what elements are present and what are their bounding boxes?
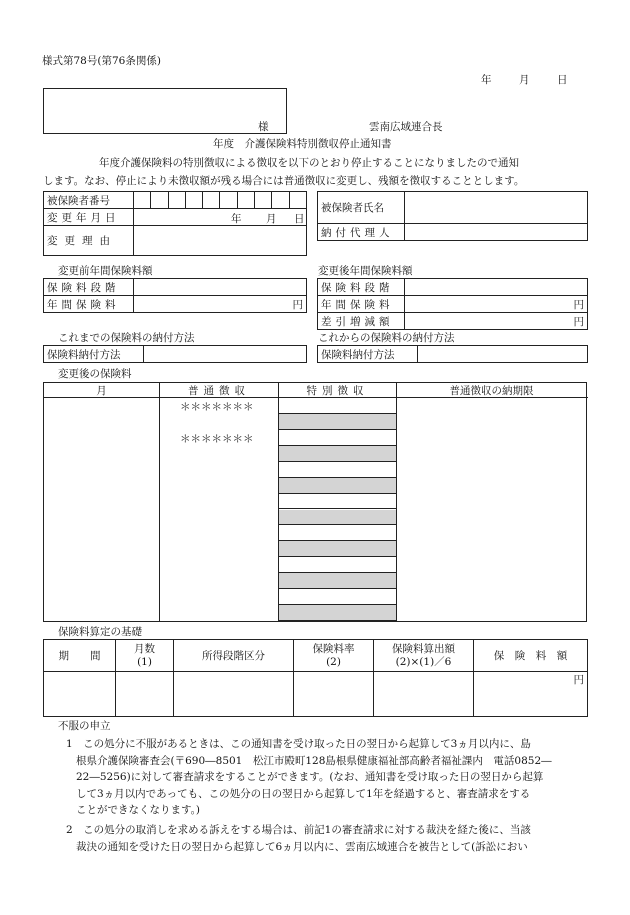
- schedule-header-deadline: 普通徴収の納期限: [449, 385, 534, 397]
- difference-label: 差引増減額: [318, 313, 405, 330]
- special-collection-cell: [279, 494, 396, 510]
- basis-amount-yen: 円: [474, 672, 588, 717]
- objection-1-line-1: 1 この処分に不服があるときは、この通知書を受け取った日の翌日から起算して3ヵ月以内に、島: [66, 738, 531, 750]
- basis-income-header: 所得段階区分: [174, 640, 294, 672]
- objection-item-2: [66, 822, 531, 855]
- addressee-box: [43, 88, 287, 134]
- prev-method-title: これまでの保険料の納付方法: [58, 332, 195, 344]
- prev-method-label: 保険料納付方法: [44, 346, 144, 363]
- schedule-header-ordinary: 普通徴収: [188, 385, 250, 397]
- change-date-label: 変更年月日: [44, 209, 134, 226]
- ordinary-masked-2: ＊＊＊＊＊＊＊: [180, 433, 254, 445]
- objection-1-line-4: して3ヵ月以内であっても、この処分の日の翌日から起算して1年を経過すると、審査請求をする: [76, 787, 531, 800]
- schedule-header-special: 特別徴収: [306, 385, 369, 397]
- schedule-table: [43, 382, 587, 622]
- payment-agent-label: 納付代理人: [318, 224, 405, 241]
- intro-line-2: します。なお、停止により未徴収額が残る場合には普通徴収に変更し、残額を徴収することとします。: [43, 175, 525, 187]
- basis-months-header: 月数: [134, 642, 155, 655]
- basis-table: [43, 639, 588, 717]
- special-collection-cell: [279, 478, 396, 494]
- after-stage-label: 保険料段階: [318, 279, 405, 296]
- special-collection-cell: [279, 525, 396, 541]
- before-annual-label: 年間保険料: [44, 296, 134, 313]
- after-section-title: 変更後年間保険料額: [318, 265, 413, 277]
- difference-yen: 円: [405, 313, 588, 330]
- special-collection-cell: [279, 446, 396, 462]
- insured-number-label: 被保険者番号: [44, 192, 134, 209]
- prev-method-table: [43, 345, 307, 363]
- basis-period-header: 期 間: [44, 640, 116, 672]
- document-title: 年度 介護保険料特別徴収停止通知書: [213, 138, 392, 150]
- next-method-label: 保険料納付方法: [318, 346, 418, 363]
- special-collection-cell: [279, 557, 396, 573]
- special-collection-cell: [279, 573, 396, 589]
- before-annual-yen: 円: [134, 296, 307, 313]
- objection-item-1: [66, 736, 552, 819]
- basis-calc-header: 保険料算出額: [392, 642, 455, 655]
- before-premium-table: [43, 278, 307, 313]
- special-collection-cell: [279, 589, 396, 605]
- objection-2-line-1: 2 この処分の取消しを求める訴えをする場合は、前記1の審査請求に対する裁決を経た後に、当該: [66, 824, 531, 836]
- special-collection-cell: [279, 414, 396, 430]
- insured-name-label: 被保険者氏名: [318, 192, 405, 224]
- addressee-suffix: 様: [258, 121, 269, 133]
- basis-title: 保険料算定の基礎: [58, 626, 142, 638]
- objection-1-line-5: ことができなくなります。): [76, 804, 201, 816]
- before-stage-label: 保険料段階: [44, 279, 134, 296]
- special-collection-cell: [279, 430, 396, 446]
- date-day-label: 日: [557, 74, 568, 86]
- special-collection-cell: [279, 462, 396, 478]
- change-day-label: 日: [294, 213, 305, 225]
- change-reason-label: 変更理由: [44, 226, 134, 256]
- after-annual-label: 年間保険料: [318, 296, 405, 313]
- after-premium-table: [317, 278, 588, 330]
- ordinary-masked-1: ＊＊＊＊＊＊＊: [180, 401, 254, 413]
- change-month-label: 月: [266, 213, 277, 225]
- issuer: 雲南広域連合長: [369, 121, 443, 133]
- insured-info-table: [43, 191, 307, 256]
- schedule-header-month: 月: [96, 385, 107, 397]
- objection-title: 不服の申立: [58, 720, 111, 732]
- basis-calc-sub: (2)×(1)／6: [395, 655, 452, 668]
- special-collection-cell: [279, 541, 396, 557]
- basis-rate-sub: (2): [326, 655, 341, 668]
- objection-1-line-3: 22―5256)に対して審査請求をすることができます。(なお、通知書を受け取った日の翌日から起算: [76, 771, 544, 783]
- after-annual-yen: 円: [405, 296, 588, 313]
- after-premium-title: 変更後の保険料: [58, 368, 132, 380]
- objection-2-line-2: 裁決の通知を受けた日の翌日から起算して6ヵ月以内に、雲南広域連合を被告として(訴訟におい: [76, 840, 528, 853]
- intro-line-1: 年度介護保険料の特別徴収による徴収を以下のとおり停止することになりましたので通知: [99, 157, 519, 169]
- basis-amount-header: 保 険 料 額: [474, 640, 588, 672]
- insured-name-table: [317, 191, 588, 241]
- date-year-label: 年: [481, 74, 492, 86]
- next-method-title: これからの保険料の納付方法: [318, 332, 455, 344]
- special-collection-cell: [279, 398, 396, 414]
- special-collection-cell: [279, 605, 396, 621]
- change-year-label: 年: [231, 213, 242, 225]
- next-method-table: [317, 345, 588, 363]
- special-collection-cell: [279, 510, 396, 526]
- date-month-label: 月: [519, 74, 530, 86]
- basis-rate-header: 保険料率: [312, 642, 355, 655]
- special-collection-column: [279, 398, 396, 621]
- basis-months-sub: (1): [137, 655, 152, 668]
- form-number: 様式第78号(第76条関係): [42, 55, 161, 67]
- objection-1-line-2: 根県介護保険審査会(〒690―8501 松江市殿町128島根県健康福祉部高齢者福祉課内 電話0852―: [76, 754, 552, 767]
- before-section-title: 変更前年間保険料額: [58, 265, 153, 277]
